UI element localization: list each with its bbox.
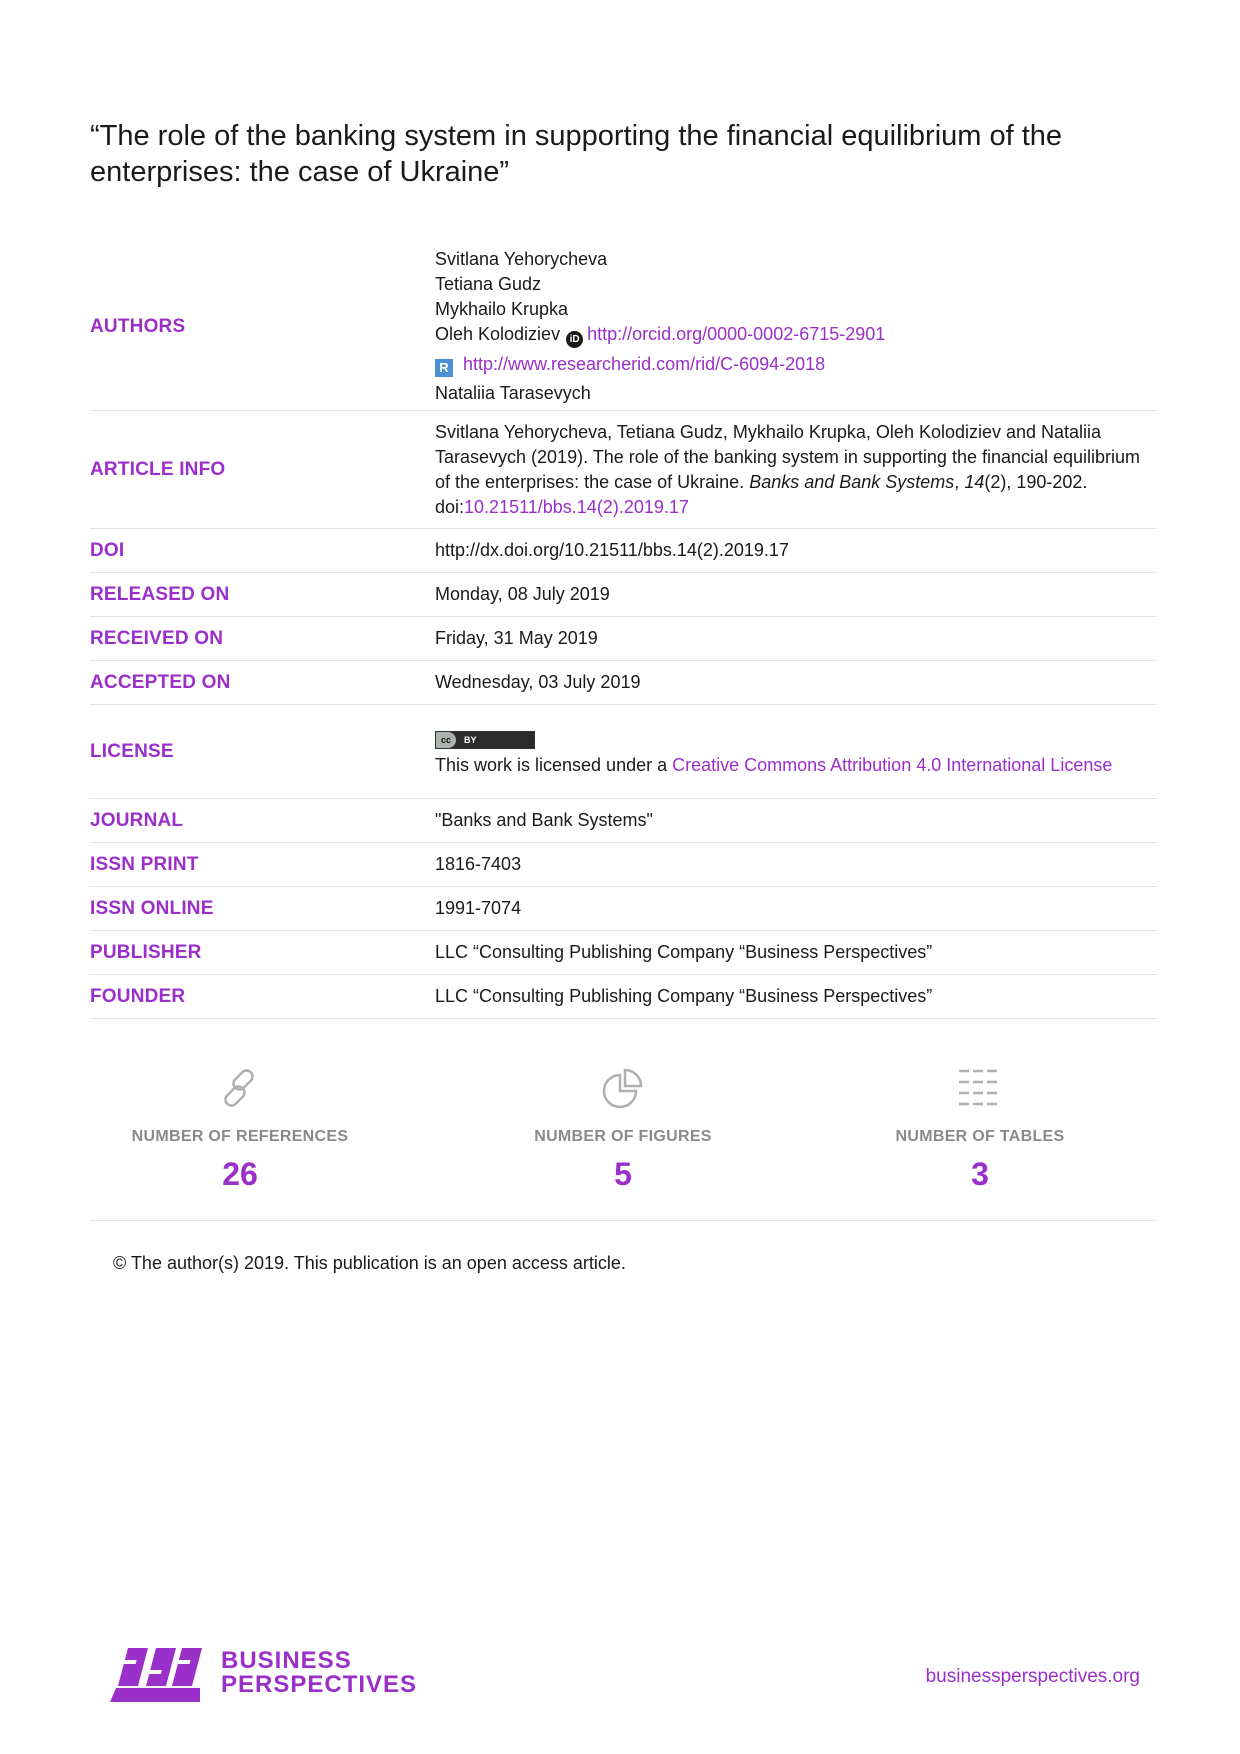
founder-row xyxy=(90,975,1157,1019)
journal-label: JOURNAL xyxy=(90,809,184,831)
accepted-on-value: Wednesday, 03 July 2019 xyxy=(435,672,641,692)
license-link[interactable]: Creative Commons Attribution 4.0 International License xyxy=(672,755,1113,775)
doi-label: DOI xyxy=(90,539,125,561)
cc-badge-cc: cc xyxy=(436,732,456,748)
issn-online-row xyxy=(90,887,1157,931)
issn-online-value: 1991-7074 xyxy=(435,898,522,918)
publisher-logo[interactable] xyxy=(100,1640,417,1706)
founder-label: FOUNDER xyxy=(90,985,186,1007)
citation-text: Svitlana Yehorycheva, Tetiana Gudz, Mykhailo Krupka, Oleh Kolodiziev and Nataliia Tarasevych (2019). The role of the banking system in supporting the financial equilibrium of the enterprises: the case of Ukraine. Banks and Bank Systems, 14(2), 190-202. doi:10.21511/bbs.14(2).2019.17 xyxy=(435,421,1141,517)
author-name: Svitlana Yehorycheva xyxy=(435,249,608,269)
author-name: Nataliia Tarasevych xyxy=(435,383,591,403)
citation-body: Svitlana Yehorycheva, Tetiana Gudz, Mykhailo Krupka, Oleh Kolodiziev and Nataliia Tarasevych (2019). The role of the banking system in supporting the financial equilibrium of the enterprises: the case of Ukraine. xyxy=(435,421,1141,492)
author-name: Oleh Kolodiziev xyxy=(435,324,561,344)
released-on-row xyxy=(90,573,1157,617)
business-perspectives-logo-icon xyxy=(100,1640,205,1706)
logo-text xyxy=(221,1649,417,1697)
tables-stat xyxy=(830,1060,1130,1193)
issn-print-row xyxy=(90,843,1157,887)
license-intro: This work is licensed under a xyxy=(435,755,673,775)
publisher-website-link[interactable]: businessperspectives.org xyxy=(925,1666,1140,1687)
accepted-on-row xyxy=(90,661,1157,705)
page-title: “The role of the banking system in supporting the financial equilibrium of the enterprises: the case of Ukraine” xyxy=(90,120,1063,188)
researcherid-icon: R xyxy=(435,359,453,377)
publisher-label: PUBLISHER xyxy=(90,941,202,963)
cc-badge-by: BY xyxy=(464,734,477,745)
citation-doi-link[interactable]: 10.21511/bbs.14(2).2019.17 xyxy=(464,496,689,517)
article-info-table xyxy=(90,243,1157,1019)
article-info-label: ARTICLE INFO xyxy=(90,458,226,480)
license-row xyxy=(90,705,1157,799)
tables-label: NUMBER OF TABLES xyxy=(895,1128,1065,1145)
references-count: 26 xyxy=(222,1156,258,1192)
doi-value: http://dx.doi.org/10.21511/bbs.14(2).2019.17 xyxy=(435,540,789,560)
orcid-link[interactable]: http://orcid.org/0000-0002-6715-2901 xyxy=(587,324,886,344)
issn-print-value: 1816-7403 xyxy=(435,854,522,874)
researcherid-line xyxy=(435,352,1157,377)
references-stat xyxy=(90,1060,390,1193)
journal-value: "Banks and Bank Systems" xyxy=(435,810,653,830)
link-icon xyxy=(90,1060,390,1116)
orcid-author-line xyxy=(435,322,1157,348)
tables-count: 3 xyxy=(971,1156,989,1192)
researcherid-link[interactable]: http://www.researcherid.com/rid/C-6094-2018 xyxy=(463,354,826,374)
copyright-notice: © The author(s) 2019. This publication is an open access article. xyxy=(113,1253,626,1273)
issn-print-label: ISSN PRINT xyxy=(90,853,199,875)
received-on-label: RECEIVED ON xyxy=(90,627,224,649)
references-label: NUMBER OF REFERENCES xyxy=(131,1128,349,1145)
founder-value: LLC “Consulting Publishing Company “Business Perspectives” xyxy=(435,986,933,1006)
author-name: Mykhailo Krupka xyxy=(435,299,569,319)
citation-volume: 14 xyxy=(964,471,985,492)
article-stats xyxy=(90,1060,1157,1221)
license-label: LICENSE xyxy=(90,740,174,762)
pie-chart-icon xyxy=(473,1060,773,1116)
logo-line-2: PERSPECTIVES xyxy=(221,1671,418,1698)
figures-count: 5 xyxy=(614,1156,632,1192)
received-on-row xyxy=(90,617,1157,661)
journal-row xyxy=(90,799,1157,843)
orcid-icon: iD xyxy=(566,331,583,348)
authors-row xyxy=(90,243,1157,411)
license-text xyxy=(435,753,1157,778)
logo-line-1: BUSINESS xyxy=(221,1647,352,1674)
article-info-row xyxy=(90,411,1157,529)
figures-stat xyxy=(473,1060,773,1193)
table-icon xyxy=(830,1060,1130,1116)
publisher-row xyxy=(90,931,1157,975)
received-on-value: Friday, 31 May 2019 xyxy=(435,628,598,648)
citation-journal: Banks and Bank Systems xyxy=(749,471,955,492)
released-on-label: RELEASED ON xyxy=(90,583,230,605)
issn-online-label: ISSN ONLINE xyxy=(90,897,214,919)
license-value xyxy=(435,705,1157,798)
doi-row xyxy=(90,529,1157,573)
citation-issue: (2), 190-202. doi: xyxy=(435,471,1088,517)
accepted-on-label: ACCEPTED ON xyxy=(90,671,231,693)
figures-label: NUMBER OF FIGURES xyxy=(534,1128,712,1145)
publisher-value: LLC “Consulting Publishing Company “Business Perspectives” xyxy=(435,942,933,962)
author-name: Tetiana Gudz xyxy=(435,274,542,294)
cc-by-badge-icon[interactable] xyxy=(435,731,535,749)
article-info-value xyxy=(435,411,1157,528)
authors-label: AUTHORS xyxy=(90,315,186,337)
authors-value xyxy=(435,243,1157,410)
released-on-value: Monday, 08 July 2019 xyxy=(435,584,610,604)
